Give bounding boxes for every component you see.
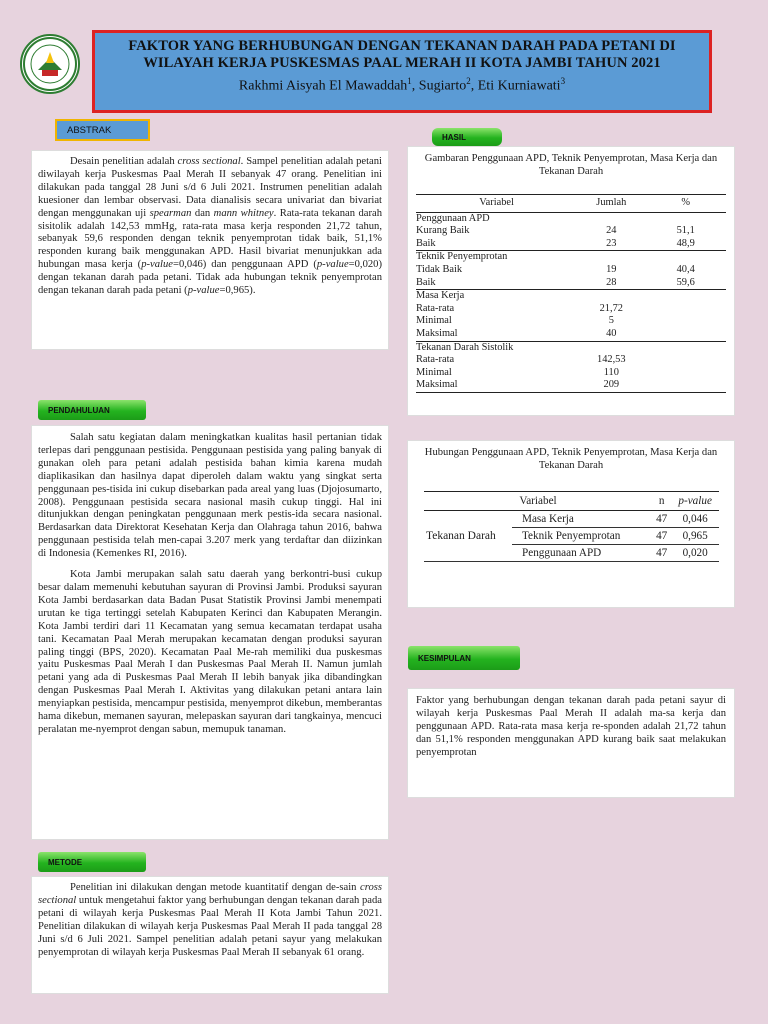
pendahuluan-paragraph-2: Kota Jambi merupakan salah satu daerah yang berkontri-busi cukup besar dalam memenuhi kebutuhan sayuran di Provinsi Jambi. Produksi sayuran Kota Jambi berdasarkan data Badan Pusat Statistik Provinsi Jambi menempati urutan ke tiga tertinggi setelah Kabupaten Kerinci dan Kabupaten Merangin. Kota Jambi terdiri dari 11 Kecamatan yang semua kecamatan terdapat usaha tani. Kecamatan Paal Merah merupakan kecamatan dengan produksi sayuran paling tinggi (BPS, 2020). Kecamatan Paal Me-rah memiliki dua puskesmas yaitu Puskesmas Paal Merah I dan Puskesmas Paal Merah II. Namun jumlah petani yang ada di Puskesmas Paal Merah II lebih banyak jika dibandingkan dengan Puskesmas Paal Merah I. Aktivitas yang dilakukan petani antara lain menyiapkan pestisida, mencampur pestisida, menyemprot dikebun, memberantas hama dikebun, memanen sayuran, melepaskan sayuran dari tangkainya, mencuci peralatan me-nyemprot dengan sabun, memupuk tanaman.	[38, 569, 382, 735]
author-affiliation-marker: 3	[560, 76, 566, 86]
title-line-2: WILAYAH KERJA PUSKESMAS PAAL MERAH II KOTA JAMBI TAHUN 2021	[143, 55, 661, 71]
poster-header	[92, 30, 712, 113]
table-cell-jumlah: 209	[577, 379, 645, 392]
table-1-group-title: Tekanan Darah Sistolik	[416, 341, 726, 354]
table-row	[416, 315, 726, 328]
table-cell-percent: 51,1	[676, 225, 695, 237]
table-1-group-row	[416, 341, 726, 354]
poster-title	[95, 38, 709, 72]
table-1	[416, 194, 726, 393]
table-1-header-percent: %	[645, 195, 726, 213]
author-affiliation-marker: 1	[407, 76, 412, 86]
table-cell-percent	[645, 367, 726, 380]
table-2-row-label: Tekanan Darah	[424, 511, 512, 562]
table-cell-percent: 48,9	[676, 237, 695, 249]
table-cell-variable: Masa Kerja	[512, 511, 652, 528]
table-cell-label: Minimal	[416, 315, 452, 327]
table-cell-percent	[645, 303, 726, 316]
table-cell-pvalue: 0,965	[671, 528, 719, 545]
table-cell-n: 47	[652, 511, 671, 528]
table-row	[416, 303, 726, 316]
table-1-group-row	[416, 212, 726, 225]
institution-logo	[20, 34, 80, 94]
table-row	[416, 367, 726, 380]
table-1-group-title: Penggunaan APD	[416, 212, 490, 224]
logo-emblem-icon	[22, 36, 78, 92]
section-tag-kesimpulan: KESIMPULAN	[408, 646, 520, 670]
table-row	[416, 264, 726, 277]
table-row	[416, 354, 726, 367]
metode-text: Penelitian ini dilakukan dengan metode kuantitatif dengan de-sain cross sectional untuk mengetahui faktor yang berhubungan dengan tekanan darah pada petani di wilayah kerja Puskesmas Paal Merah II Kota Jambi Tahun 2021. Penelitian dilakukan di wilayah kerja Puskesmas Paal Merah II pada tanggal 28 Juni s/d 6 Juli 2021. Sampel penelitian adalah petani sayur yang melakukan penyemprotan di wilayah kerja Puskesmas Paal Merah II sebanyak 61 orang.	[38, 882, 382, 958]
table-cell-pvalue: 0,020	[671, 545, 719, 562]
table-cell-jumlah: 19	[606, 263, 617, 275]
section-tag-hasil: HASIL	[432, 128, 502, 146]
table-2	[424, 491, 719, 562]
table-cell-n: 47	[652, 545, 671, 562]
table-1-caption: Gambaran Penggunaan APD, Teknik Penyemprotan, Masa Kerja dan Tekanan Darah	[424, 153, 718, 177]
table-cell-pvalue: 0,046	[671, 511, 719, 528]
table-cell-jumlah: 28	[606, 276, 617, 288]
author-separator: ,	[411, 78, 419, 94]
table-cell-label: Minimal	[416, 366, 452, 378]
author-name: Eti Kurniawati	[477, 78, 561, 94]
section-tag-metode: METODE	[38, 852, 146, 872]
table-cell-jumlah: 24	[606, 225, 617, 237]
abstrak-box	[31, 150, 389, 350]
section-tag-pendahuluan: PENDAHULUAN	[38, 400, 146, 420]
table-cell-jumlah: 110	[603, 366, 619, 378]
table-cell-jumlah: 40	[606, 327, 617, 339]
table-cell-jumlah: 142,53	[597, 354, 626, 366]
table-cell-label: Maksimal	[416, 327, 458, 339]
table-row	[416, 277, 726, 290]
author-name: Rakhmi Aisyah El Mawaddah	[238, 78, 408, 94]
title-line-1: FAKTOR YANG BERHUBUNGAN DENGAN TEKANAN DARAH PADA PETANI DI	[128, 38, 676, 54]
results-table-1-box	[407, 146, 735, 416]
table-1-header-jumlah: Jumlah	[577, 195, 645, 213]
table-cell-label: Tidak Baik	[416, 263, 463, 275]
author-name: Sugiarto	[418, 78, 467, 94]
pendahuluan-box	[31, 425, 389, 840]
table-cell-variable: Teknik Penyemprotan	[512, 528, 652, 545]
kesimpulan-text: Faktor yang berhubungan dengan tekanan darah pada petani sayur di wilayah kerja Puskesmas Paal Merah II adalah ma-sa kerja dan penggunaan APD. Rata-rata masa kerja re-sponden adalah 21,72 tahun dan 51,1% responden menggunakan APD kurang baik saat melakukan penyemprotan	[416, 695, 726, 758]
table-2-header-pvalue: p-value	[671, 492, 719, 511]
table-row	[416, 238, 726, 251]
table-cell-jumlah: 5	[608, 315, 614, 327]
author-separator: ,	[470, 78, 478, 94]
table-2-caption: Hubungan Penggunaan APD, Teknik Penyemprotan, Masa Kerja dan Tekanan Darah	[424, 447, 718, 471]
table-row	[424, 511, 719, 528]
table-2-header-variabel: Variabel	[424, 492, 652, 511]
table-cell-percent	[645, 379, 726, 392]
authors	[95, 76, 709, 95]
table-cell-label: Baik	[416, 237, 436, 249]
table-cell-percent: 40,4	[676, 263, 695, 275]
table-cell-percent	[645, 328, 726, 341]
table-cell-jumlah: 21,72	[599, 302, 623, 314]
table-cell-percent	[645, 315, 726, 328]
kesimpulan-box	[407, 688, 735, 798]
table-1-group-row	[416, 251, 726, 264]
table-1-header-variabel: Variabel	[416, 195, 577, 213]
table-cell-percent: 59,6	[676, 276, 695, 288]
table-cell-n: 47	[652, 528, 671, 545]
table-1-group-title: Teknik Penyemprotan	[416, 251, 726, 264]
table-cell-label: Rata-rata	[416, 354, 455, 366]
results-table-2-box	[407, 440, 735, 608]
table-cell-label: Baik	[416, 276, 436, 288]
table-1-group-title: Masa Kerja	[416, 290, 726, 303]
table-cell-label: Kurang Baik	[416, 225, 470, 237]
abstrak-text: Desain penelitian adalah cross sectional. Sampel penelitian adalah petani diwilayah kerja Puskesmas Paal Merah II sebanyak 47 orang. Penelitian ini dilakukan pada tanggal 28 Juni s/d 6 Juli 2021. Instrumen penelitian adalah kuesioner dan lembar observasi. Data dianalisis secara univariat dan bivariat dengan menggunakan uji spearman dan mann whitney. Rata-rata tekanan darah sisitolik adalah 142,53 mmHg, rata-rata masa kerja responden 21,72 tahun, sebanyak 59,6 responden dengan teknik penyemprotan tidak baik, 51,1% responden kurang baik menggunakan APD. Hasil bivariat menunjukkan ada hubungan masa kerja (p-value=0,046) dan penggunaan APD (p-value=0,020) dengan tekanan darah pada petani. Tidak ada hubungan teknik penyemprotan dengan tekanan darah pada petani (p-value=0,965).	[38, 156, 382, 297]
table-cell-jumlah: 23	[606, 237, 617, 249]
table-row	[416, 328, 726, 341]
table-cell-percent	[645, 354, 726, 367]
pendahuluan-paragraph-1: Salah satu kegiatan dalam meningkatkan kualitas hasil pertanian tidak terlepas dari penggunaan pestisida. Penggunaan pestisida yang paling banyak di gunakan oleh para petani adalah pestisida bahan kimia karena mudah diaplikasikan dan hasilnya dapat diperoleh dalam waktu yang singkat serta penggunaan pes-tisida ini cukup disebarkan pada areal yang luas (Djojosumarto, 2008). Penggunaan pestisida secara nasional masih cukup tinggi. Hal ini ditunjukkan dengan peningkatan penggunaan merk pestis-ida secara nasional. Berdasarkan data Direktorat Kesehatan Kerja dan Olahraga tahun 2016, bahwa penggunaan pestisida telah men-capai 3.207 merk yang terdaftar dan diizinkan di Indonesia (Kemenkes RI, 2016).	[38, 432, 382, 560]
author-affiliation-marker: 2	[466, 76, 471, 86]
table-cell-label: Maksimal	[416, 379, 577, 392]
table-cell-variable: Penggunaan APD	[512, 545, 652, 562]
table-cell-label: Rata-rata	[416, 302, 455, 314]
section-tag-abstrak: ABSTRAK	[55, 119, 150, 141]
table-2-header-n: n	[652, 492, 671, 511]
table-row	[416, 379, 726, 392]
table-1-group-row	[416, 290, 726, 303]
table-row	[416, 225, 726, 238]
metode-box	[31, 876, 389, 994]
